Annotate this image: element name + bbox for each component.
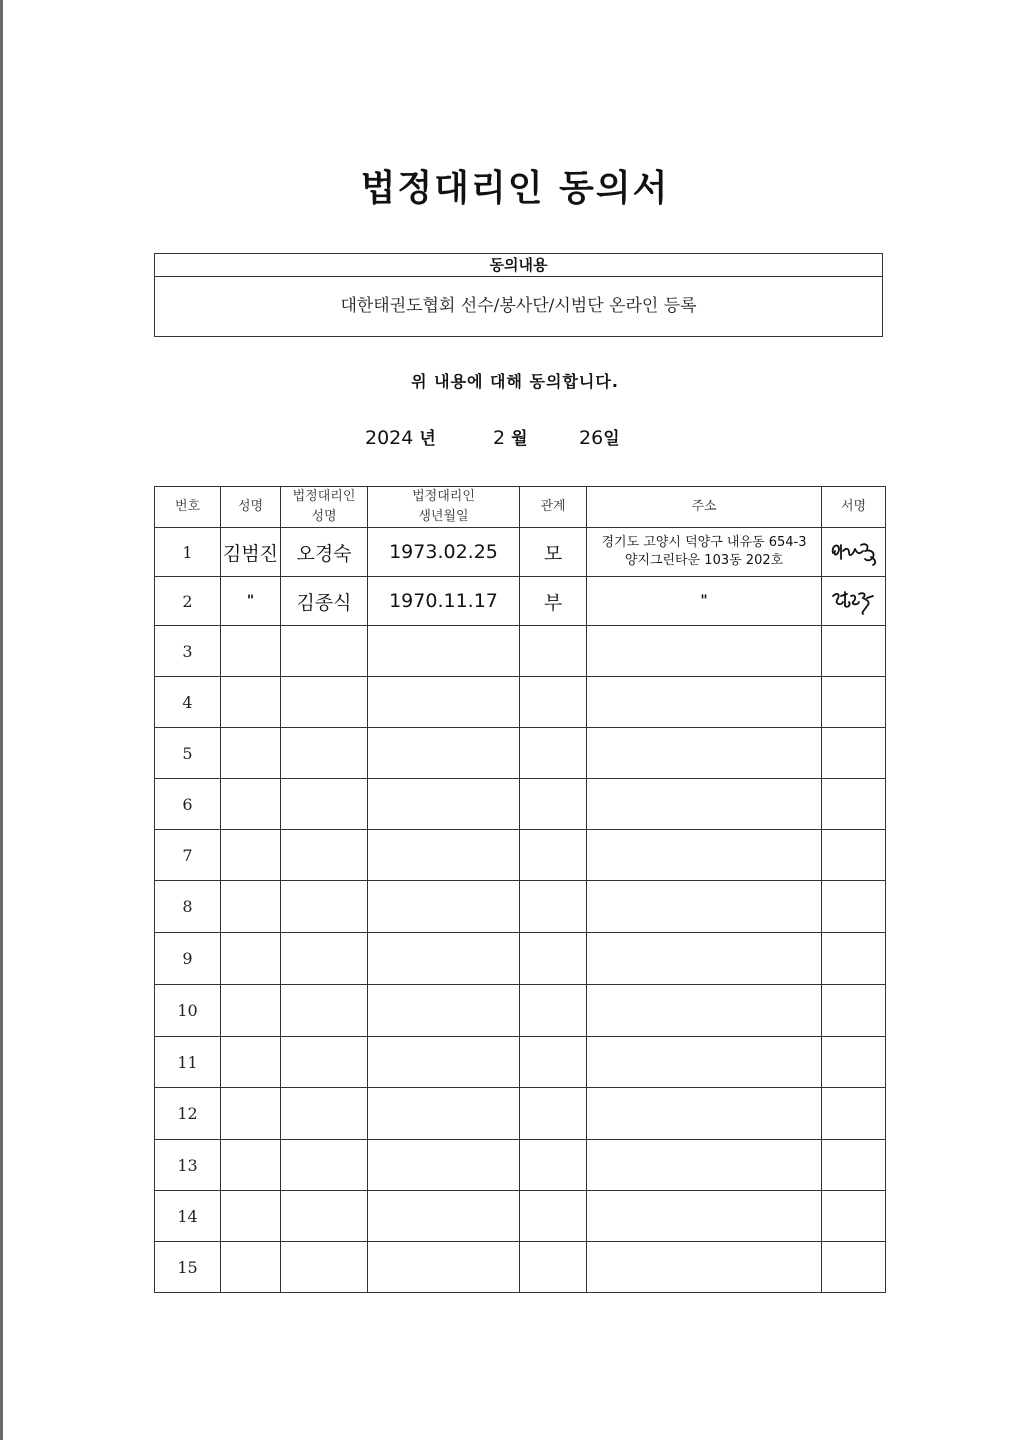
- row-address: [587, 779, 822, 830]
- row-number: 12: [155, 1088, 221, 1140]
- row-guardian-name: [281, 626, 368, 677]
- handwritten-signature-icon: [827, 535, 881, 569]
- row-number: 14: [155, 1191, 221, 1242]
- row-signature: [822, 577, 886, 626]
- header-address: 주소: [587, 487, 822, 528]
- table-row: [155, 881, 886, 933]
- row-address-line1: ": [700, 593, 708, 609]
- header-signature: 서명: [822, 487, 886, 528]
- row-number: 15: [155, 1242, 221, 1293]
- date-month-unit: 월: [511, 429, 528, 449]
- row-guardian-name: [281, 881, 368, 933]
- row-name: [221, 779, 281, 830]
- row-number: 1: [155, 528, 221, 577]
- row-guardian-birth: 1973.02.25: [368, 528, 520, 577]
- date-month-value: 2: [493, 427, 506, 449]
- date-day: [579, 424, 620, 449]
- date-year-unit: 년: [419, 429, 436, 449]
- row-guardian-birth: [368, 830, 520, 881]
- row-number: 7: [155, 830, 221, 881]
- row-address: [587, 1037, 822, 1088]
- row-address: [587, 1191, 822, 1242]
- agreement-statement: 위 내용에 대해 동의합니다.: [411, 372, 619, 391]
- document-title: 법정대리인 동의서: [360, 168, 670, 209]
- row-address-line1: 경기도 고양시 덕양구 내유동 654-3: [601, 535, 807, 550]
- row-guardian-name: [281, 985, 368, 1037]
- consent-section: [154, 253, 883, 337]
- row-guardian-name: [281, 1037, 368, 1088]
- row-relation: [520, 881, 587, 933]
- row-name: [221, 728, 281, 779]
- header-number: 번호: [155, 487, 221, 528]
- row-address: [587, 728, 822, 779]
- row-guardian-name: [281, 677, 368, 728]
- row-name: [221, 881, 281, 933]
- row-guardian-birth: [368, 1191, 520, 1242]
- row-signature: [822, 830, 886, 881]
- row-relation: [520, 1191, 587, 1242]
- row-address: [587, 626, 822, 677]
- table-row: [155, 1191, 886, 1242]
- row-address: [587, 985, 822, 1037]
- row-address: [587, 881, 822, 933]
- row-relation: 부: [520, 577, 587, 626]
- table-row: [155, 985, 886, 1037]
- row-guardian-name: 김종식: [281, 577, 368, 626]
- row-address: [587, 933, 822, 985]
- row-name: [221, 1242, 281, 1293]
- row-signature: [822, 933, 886, 985]
- row-address-line2: 양지그린타운 103동 202호: [624, 553, 784, 568]
- header-relation: 관계: [520, 487, 587, 528]
- row-relation: [520, 1242, 587, 1293]
- row-signature: [822, 779, 886, 830]
- row-number: 8: [155, 881, 221, 933]
- row-number: 11: [155, 1037, 221, 1088]
- row-address: [587, 1088, 822, 1140]
- header-guardian-name-line2: 성명: [311, 509, 337, 524]
- table-row: [155, 528, 886, 577]
- row-relation: [520, 626, 587, 677]
- table-row: [155, 577, 886, 626]
- date-year-value: 2024: [365, 427, 414, 449]
- table-row: [155, 933, 886, 985]
- consent-section-header: 동의내용: [155, 254, 882, 277]
- header-guardian-birth-line2: 생년월일: [418, 509, 469, 524]
- table-row: [155, 1140, 886, 1191]
- table-row: [155, 779, 886, 830]
- row-guardian-name: 오경숙: [281, 528, 368, 577]
- row-guardian-name: [281, 933, 368, 985]
- row-name: [221, 1140, 281, 1191]
- row-guardian-name: [281, 728, 368, 779]
- row-relation: [520, 985, 587, 1037]
- row-guardian-birth: [368, 933, 520, 985]
- table-row: [155, 1088, 886, 1140]
- row-name: [221, 1037, 281, 1088]
- row-number: 3: [155, 626, 221, 677]
- row-guardian-birth: [368, 728, 520, 779]
- row-relation: [520, 677, 587, 728]
- row-name: [221, 626, 281, 677]
- header-guardian-name-line1: 법정대리인: [292, 489, 356, 504]
- consent-section-body: 대한태권도협회 선수/봉사단/시범단 온라인 등록: [340, 296, 697, 316]
- table-row: [155, 728, 886, 779]
- header-guardian-birth-line1: 법정대리인: [412, 489, 475, 504]
- row-name: [221, 933, 281, 985]
- row-signature: [822, 985, 886, 1037]
- row-address: [587, 528, 822, 577]
- row-relation: [520, 830, 587, 881]
- row-guardian-name: [281, 1140, 368, 1191]
- table-header-row: [155, 487, 886, 528]
- row-name: [221, 1088, 281, 1140]
- table-row: [155, 677, 886, 728]
- row-relation: [520, 1140, 587, 1191]
- row-number: 5: [155, 728, 221, 779]
- row-name: [221, 830, 281, 881]
- date-day-value: 26: [579, 427, 604, 449]
- header-guardian-birth: [368, 487, 520, 528]
- row-signature: [822, 881, 886, 933]
- row-signature: [822, 677, 886, 728]
- row-signature: [822, 1140, 886, 1191]
- row-signature: [822, 1037, 886, 1088]
- row-guardian-birth: [368, 985, 520, 1037]
- date-year: [365, 424, 436, 449]
- row-name: 김범진: [221, 528, 281, 577]
- date-day-unit: 일: [603, 429, 620, 449]
- row-guardian-birth: [368, 1140, 520, 1191]
- row-relation: [520, 933, 587, 985]
- row-guardian-birth: 1970.11.17: [368, 577, 520, 626]
- row-signature: [822, 1088, 886, 1140]
- row-guardian-birth: [368, 677, 520, 728]
- row-name: ": [221, 577, 281, 626]
- header-name: 성명: [221, 487, 281, 528]
- row-relation: [520, 728, 587, 779]
- row-guardian-birth: [368, 881, 520, 933]
- table-row: [155, 830, 886, 881]
- row-signature: [822, 1191, 886, 1242]
- row-guardian-birth: [368, 1088, 520, 1140]
- row-guardian-name: [281, 830, 368, 881]
- row-name: [221, 1191, 281, 1242]
- table-row: [155, 1242, 886, 1293]
- table-row: [155, 1037, 886, 1088]
- row-number: 13: [155, 1140, 221, 1191]
- guardian-table: [154, 486, 886, 1293]
- row-number: 9: [155, 933, 221, 985]
- row-relation: [520, 779, 587, 830]
- row-signature: [822, 1242, 886, 1293]
- row-guardian-name: [281, 1088, 368, 1140]
- row-number: 4: [155, 677, 221, 728]
- row-number: 2: [155, 577, 221, 626]
- row-address: [587, 577, 822, 626]
- row-relation: [520, 1088, 587, 1140]
- row-name: [221, 985, 281, 1037]
- row-address: [587, 830, 822, 881]
- row-number: 10: [155, 985, 221, 1037]
- row-address: [587, 1140, 822, 1191]
- row-relation: 모: [520, 528, 587, 577]
- header-guardian-name: [281, 487, 368, 528]
- date-month: [493, 424, 528, 449]
- row-guardian-birth: [368, 1242, 520, 1293]
- row-guardian-birth: [368, 626, 520, 677]
- row-signature: [822, 626, 886, 677]
- page-left-edge: [0, 0, 3, 1440]
- row-signature: [822, 528, 886, 577]
- row-address: [587, 677, 822, 728]
- row-guardian-name: [281, 1242, 368, 1293]
- row-signature: [822, 728, 886, 779]
- row-guardian-name: [281, 779, 368, 830]
- row-address: [587, 1242, 822, 1293]
- row-guardian-birth: [368, 779, 520, 830]
- row-number: 6: [155, 779, 221, 830]
- handwritten-signature-icon: [827, 584, 881, 618]
- row-guardian-birth: [368, 1037, 520, 1088]
- row-guardian-name: [281, 1191, 368, 1242]
- row-relation: [520, 1037, 587, 1088]
- table-row: [155, 626, 886, 677]
- row-name: [221, 677, 281, 728]
